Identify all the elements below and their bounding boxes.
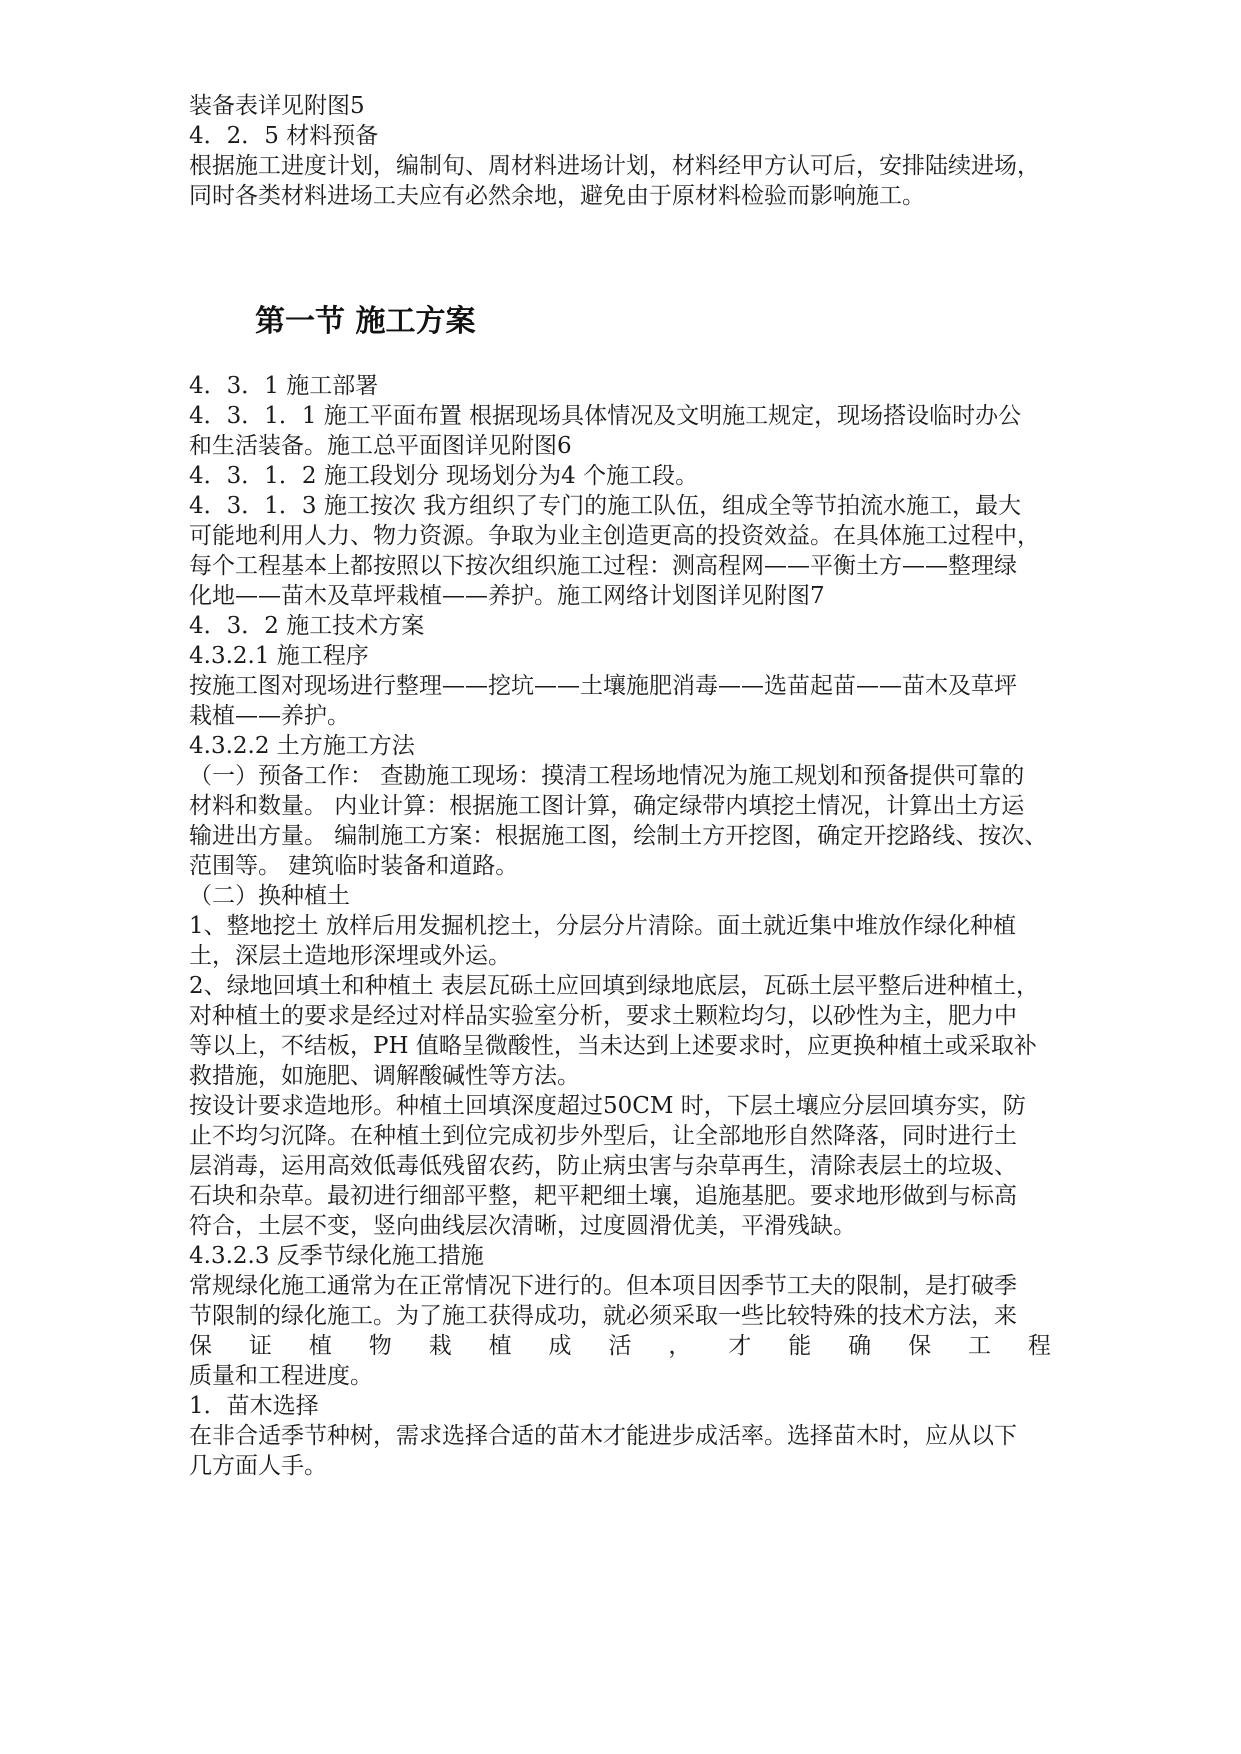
text-line: 符合，土层不变，竖向曲线层次清晰，过度圆滑优美，平滑残缺。 <box>189 1213 856 1239</box>
char: 植 <box>308 1333 332 1359</box>
text-line: 对种植土的要求是经过对样品实验室分析，要求土颗粒均匀，以砂性为主，肥力中 <box>189 1003 1017 1029</box>
text-line: 石块和杂草。最初进行细部平整，耙平耙细土壤，追施基肥。要求地形做到与标高 <box>189 1183 1017 1209</box>
text-line: 土，深层土造地形深埋或外运。 <box>189 943 511 969</box>
char: 能 <box>788 1333 812 1359</box>
text-line: 4．3．1．2 施工段划分 现场划分为4 个施工段。 <box>189 463 699 489</box>
text-line: 装备表详见附图5 <box>189 93 365 119</box>
text-line: 范围等。 建筑临时装备和道路。 <box>189 853 519 879</box>
text-line: （一）预备工作： 查勘施工现场：摸清工程场地情况为施工规划和预备提供可靠的 <box>189 763 1025 789</box>
char: 程 <box>1027 1333 1051 1359</box>
text-line: 1、整地挖土 放样后用发掘机挖土，分层分片清除。面土就近集中堆放作绿化种植 <box>189 913 1016 939</box>
text-line: 等以上，不结板，PH 值略呈微酸性，当未达到上述要求时，应更换种植土或采取补 <box>189 1033 1037 1059</box>
text-line: 材料和数量。 内业计算：根据施工图计算，确定绿带内填挖土情况，计算出土方运 <box>189 793 1025 819</box>
subsection-heading: 4．2．5 材料预备 <box>189 123 379 149</box>
text-line: 层消毒，运用高效低毒低残留农药，防止病虫害与杂草再生，清除表层土的垃圾、 <box>189 1153 1017 1179</box>
text-line: 4．3．1．1 施工平面布置 根据现场具体情况及文明施工规定，现场搭设临时办公 <box>189 403 1022 429</box>
text-line: 按施工图对现场进行整理——挖坑——土壤施肥消毒——选苗起苗——苗木及草坪 <box>189 673 1017 699</box>
subsection-heading: 1．苗木选择 <box>189 1393 319 1419</box>
subsection-heading: 4.3.2.3 反季节绿化施工措施 <box>189 1243 484 1269</box>
text-line: 同时各类材料进场工夫应有必然余地，避免由于原材料检验而影响施工。 <box>189 183 925 209</box>
text-line: 和生活装备。施工总平面图详见附图6 <box>189 433 572 459</box>
text-line: 根据施工进度计划，编制旬、周材料进场计划，材料经甲方认可后，安排陆续进场， <box>189 153 1040 179</box>
text-line: 4．3．1．3 施工按次 我方组织了专门的施工队伍，组成全等节拍流水施工，最大 <box>189 493 1022 519</box>
char: 保 <box>908 1333 932 1359</box>
section-heading: 第一节 施工方案 <box>255 304 476 339</box>
char: 植 <box>488 1333 512 1359</box>
text-line: 输进出方量。 编制施工方案：根据施工图，绘制土方开挖图，确定开挖路线、按次、 <box>189 823 1048 849</box>
text-line: 按设计要求造地形。种植土回填深度超过50CM 时，下层土壤应分层回填夯实，防 <box>189 1093 1026 1119</box>
char: 保 <box>189 1333 212 1359</box>
char: 证 <box>248 1333 272 1359</box>
subsection-heading: 4.3.2.1 施工程序 <box>189 643 369 669</box>
text-line: 可能地利用人力、物力资源。争取为业主创造更高的投资效益。在具体施工过程中， <box>189 523 1040 549</box>
justified-text-line <box>189 1331 1051 1361</box>
text-line: 每个工程基本上都按照以下按次组织施工过程：测高程网——平衡土方——整理绿 <box>189 553 1017 579</box>
char: 物 <box>368 1333 392 1359</box>
text-line: 质量和工程进度。 <box>189 1363 373 1389</box>
char: 活 <box>608 1333 632 1359</box>
subsection-heading: 4.3.2.2 土方施工方法 <box>189 733 415 759</box>
text-line: 栽植——养护。 <box>189 703 350 729</box>
char: 栽 <box>428 1333 452 1359</box>
text-line: 止不均匀沉降。在种植土到位完成初步外型后，让全部地形自然降落，同时进行土 <box>189 1123 1017 1149</box>
subsection-heading: 4．3．2 施工技术方案 <box>189 613 425 639</box>
char: 才 <box>728 1333 752 1359</box>
text-line: 2、绿地回填土和种植土 表层瓦砾土应回填到绿地底层，瓦砾土层平整后进种植土， <box>189 973 1039 999</box>
text-line: 常规绿化施工通常为在正常情况下进行的。但本项目因季节工夫的限制，是打破季 <box>189 1273 1017 1299</box>
text-line: 救措施，如施肥、调解酸碱性等方法。 <box>189 1063 580 1089</box>
text-line: 节限制的绿化施工。为了施工获得成功，就必须采取一些比较特殊的技术方法，来 <box>189 1303 1017 1329</box>
char: ， <box>668 1333 692 1359</box>
text-line: （二）换种植土 <box>189 883 350 909</box>
char: 成 <box>548 1333 572 1359</box>
subsection-heading: 4．3．1 施工部署 <box>189 373 379 399</box>
char: 工 <box>967 1333 991 1359</box>
char: 确 <box>848 1333 872 1359</box>
text-line: 几方面人手。 <box>189 1453 327 1479</box>
text-line: 在非合适季节种树，需求选择合适的苗木才能进步成活率。选择苗木时，应从以下 <box>189 1423 1017 1449</box>
text-line: 化地——苗木及草坪栽植——养护。施工网络计划图详见附图7 <box>189 583 825 609</box>
